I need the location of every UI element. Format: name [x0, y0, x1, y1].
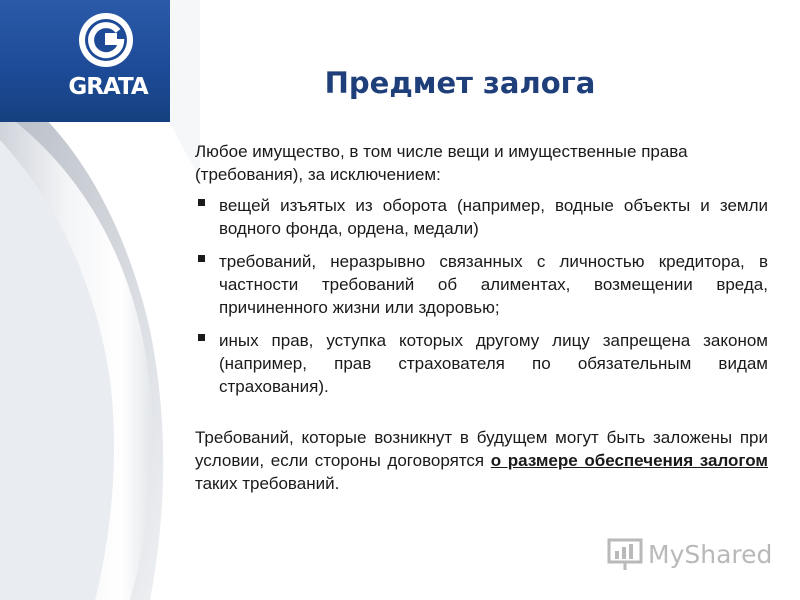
- collateral-size-link[interactable]: о размере обеспечения залогом: [490, 451, 769, 470]
- closing-text-after: таких требований.: [195, 474, 340, 493]
- closing-text-before: Требований, которые возникнут в будущем могут быть заложены при условии, если стороны договорятся: [195, 428, 768, 470]
- closing-paragraph: [195, 426, 768, 495]
- exclusions-list: [195, 194, 768, 398]
- square-bullet-icon: [198, 334, 205, 341]
- watermark-text: MyShared: [648, 540, 773, 569]
- list-item: [195, 250, 768, 319]
- myshared-watermark: [606, 536, 773, 572]
- presentation-screen-icon: [606, 536, 646, 572]
- slide-title: Предмет залога: [324, 66, 596, 100]
- list-item: [195, 194, 768, 240]
- intro-paragraph: Любое имущество, в том числе вещи и имущественные права (требования), за исключением:: [195, 142, 688, 184]
- square-bullet-icon: [198, 199, 205, 206]
- list-item: [195, 329, 768, 398]
- list-item-text: вещей изъятых из оборота (например, водные объекты и земли водного фонда, ордена, медали): [219, 196, 768, 238]
- list-item-text: требований, неразрывно связанных с личностью кредитора, в частности требований об алиментах, возмещении вреда, причиненного жизни или здоровью;: [219, 252, 768, 317]
- slide-body: [195, 140, 768, 495]
- list-item-text: иных прав, уступка которых другому лицу запрещена законом (например, прав страхователя по обязательным видам страхования).: [219, 331, 768, 396]
- square-bullet-icon: [198, 255, 205, 262]
- grata-logo-icon: [78, 12, 134, 68]
- logo-band: [0, 0, 170, 122]
- grata-logo-text: GRATA: [68, 74, 148, 100]
